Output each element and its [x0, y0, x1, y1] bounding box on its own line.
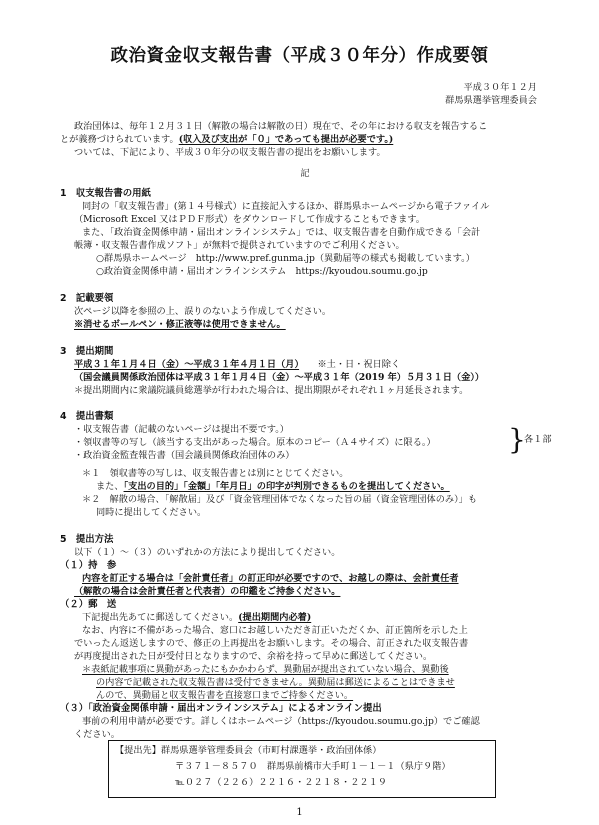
section-3-heading: 3 提出期間 [60, 346, 114, 357]
method-2-heading: （２）郵 送 [60, 599, 117, 610]
section-5-heading: 5 提出方法 [60, 534, 114, 545]
box-line-1: 【提出先】群馬県選挙管理委員会（市町村課選挙・政治団体係） [115, 745, 382, 756]
document-audit: ・政治資金監査報告書（国会議員関係政治団体のみ） [74, 450, 295, 461]
issuer: 群馬県選挙管理委員会 [445, 95, 537, 106]
method-2-deadline: (提出期間内必着) [238, 612, 312, 623]
intro-line-2 [60, 133, 550, 146]
copies-note: 各１部 [524, 434, 552, 445]
method-3-heading: （３）「政治資金関係申請・届出オンラインシステム」によるオンライン提出 [60, 703, 382, 714]
section-1-heading: 1 収支報告書の用紙 [60, 188, 151, 199]
method-2-line-2: なお、内容に不備があった場合、窓口にお越しいただき訂正いただくか、訂正箇所を示した上 [82, 625, 468, 636]
page-number: 1 [296, 807, 303, 818]
issue-info [445, 81, 537, 107]
method-2-note-2: の内容で記載された収支報告書は受付できません。異動届は郵送によることはできませ [96, 677, 455, 688]
section-1-line-2: （Microsoft Excel 又はＰＤＦ形式）をダウンロードして作成することもできます。 [74, 214, 425, 225]
section-1-line-6: ○政治資金関係申請・届出オンラインシステム https://kyoudou.soumu.go.jp [96, 266, 428, 277]
note-2: ＊２ 解散の場合、「解散届」及び「資金管理団体でなくなった旨の届（資金管理団体のみ）」も [82, 494, 478, 505]
method-1-heading: （１）持 参 [60, 560, 117, 571]
method-2-line-1 [60, 611, 550, 624]
section-1 [60, 187, 550, 278]
note-2b: 同時に提出してください。 [96, 507, 207, 518]
method-1-line-1: 内容を訂正する場合は「会計責任者」の訂正印が必要ですので、お越しの際は、会計責任者 [82, 573, 459, 584]
section-1-line-3: また、「政治資金関係申請・届出オンラインシステム」では、収支報告書を自動作成できる「会計 [82, 227, 481, 238]
note-1b-bold: 「支出の目的」「金額」「年月日」の印字が判別できるものを提出してください。 [123, 481, 450, 492]
section-2 [60, 292, 550, 331]
section-3 [60, 345, 550, 397]
section-3-extension-note: ＊提出期間内に衆議院議員総選挙が行われた場合は、提出期限がそれぞれ１ヶ月延長されます。 [74, 385, 469, 396]
section-1-line-1: 同封の「収支報告書」(第１４号様式）に直接記入するほか、群馬県ホームページから電子ファイル [82, 201, 490, 212]
document-title: 政治資金収支報告書（平成３０年分）作成要領 [110, 46, 489, 66]
section-3-period [60, 358, 550, 371]
section-4-heading: 4 提出書類 [60, 411, 114, 422]
intro-line-3: ついては、下記により、平成３０年分の収支報告書の提出をお願いします。 [74, 147, 386, 158]
section-4-documents [60, 423, 550, 462]
method-2-note-1: ＊表紙記載事項に異動があったにもかかわらず、異動届が提出されていない場合、異動後 [82, 664, 449, 675]
method-3-line-1: 事前の利用申請が必要です。詳しくはホームページ（https://kyoudou.soumu.go.jp）でご確認 [82, 716, 480, 727]
method-2-note-3: んので、異動届と収支報告書を直接窓口までご持参ください。 [96, 690, 354, 701]
intro [60, 120, 550, 180]
section-5-intro: 以下（１）～（３）のいずれかの方法により提出してください。 [74, 547, 341, 558]
method-2-text: 下記提出先あてに郵送してください。 [82, 612, 239, 623]
issue-date: 平成３０年１２月 [463, 82, 537, 93]
note-1b [60, 480, 550, 493]
section-1-line-4: 帳簿・収支報告書作成ソフト」が無料で提供されていますのでご利用ください。 [74, 240, 405, 251]
section-1-line-5: ○群馬県ホームページ http://www.pref.gunma.jp（異動届等の様式も掲載しています。） [96, 253, 475, 264]
section-4 [60, 410, 550, 519]
section-3-diet-period: （国会議員関係政治団体は平成３１年１月４日（金）～平成３１年（2019 年）５月３１日（金）） [74, 372, 485, 383]
brace-symbol: } [508, 423, 526, 456]
section-2-warning: ※消せるボールペン・修正液等は使用できません。 [74, 319, 286, 330]
document-report: ・収支報告書（記載のないページは提出不要です。） [74, 424, 289, 435]
section-5 [60, 533, 550, 741]
intro-line-1: 政治団体は、毎年１２月３１日（解散の場合は解散の日）現在で、その年における収支を報告するこ [74, 121, 488, 132]
method-2-line-4: が再度提出された日が受付日となりますので、余裕を持って早めに郵送してください。 [74, 651, 433, 662]
note-1: ＊１ 領収書等の写しは、収支報告書とは別にとじてください。 [82, 468, 349, 479]
section-2-line-1: 次ページ以降を参照の上、誤りのないよう作成してください。 [74, 306, 332, 317]
box-line-3: ℡０２７（２２６）２２１６・２２１８・２２１９ [175, 777, 387, 788]
method-2-line-3: でいったん返送しますので、修正の上再提出をお願いします。その場合、訂正された収支報告書 [74, 638, 469, 649]
section-3-period-text: 平成３１年１月４日（金）～平成３１年４月１日（月） [74, 359, 300, 370]
note-1b-prefix: また、 [96, 481, 124, 492]
section-2-heading: 2 記載要領 [60, 293, 114, 304]
intro-required-note: (収入及び支出が「０」であっても提出が必要です。) [178, 134, 394, 145]
box-line-2: 〒３７１－８５７０ 群馬県前橋市大手町１－１－１（県庁９階） [175, 761, 451, 772]
document-receipts: ・領収書等の写し（該当する支出があった場合。原本のコピー（Ａ４サイズ）に限る。） [74, 437, 436, 448]
method-3-line-2: ください。 [74, 729, 120, 740]
section-3-period-note: ※土・日・祝日除く [317, 359, 401, 370]
intro-line-2-text: とが義務づけられています。 [60, 134, 179, 145]
submission-address-box [108, 740, 496, 798]
ki-marker: 記 [300, 168, 310, 179]
method-1-line-2: （解散の場合は会計責任者と代表者）の印鑑をご持参ください。 [74, 586, 341, 597]
